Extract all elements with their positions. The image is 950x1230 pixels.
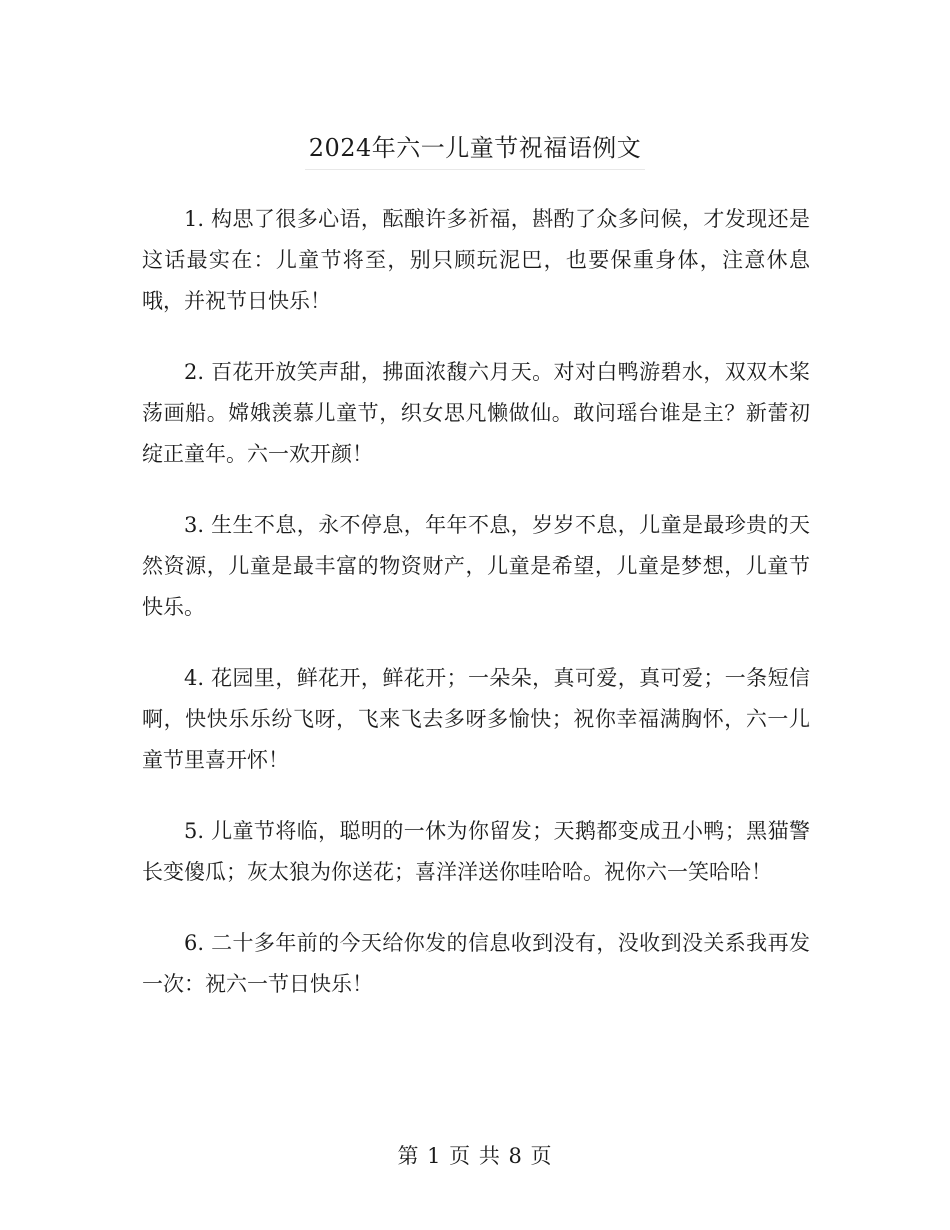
page-title: 2024年六一儿童节祝福语例文 (305, 122, 646, 170)
paragraph-3: 3. 生生不息，永不停息，年年不息，岁岁不息，儿童是最珍贵的天然资源，儿童是最丰富的物资财产，儿童是希望，儿童是梦想，儿童节快乐。 (142, 513, 810, 619)
document-body (142, 199, 810, 1035)
title-area (0, 122, 950, 170)
paragraph-6: 6. 二十多年前的今天给你发的信息收到没有，没收到没关系我再发一次：祝六一节日快乐！ (142, 931, 810, 996)
paragraph-5: 5. 儿童节将临，聪明的一休为你留发；天鹅都变成丑小鸭；黑猫警长变傻瓜；灰太狼为你送花；喜洋洋送你哇哈哈。祝你六一笑哈哈！ (142, 819, 810, 884)
page-footer (0, 1140, 950, 1170)
page-number: 第 1 页 共 8 页 (397, 1144, 553, 1168)
paragraph-2: 2. 百花开放笑声甜，拂面浓馥六月天。对对白鸭游碧水，双双木桨荡画船。嫦娥羡慕儿童节，织女思凡懒做仙。敢问瑶台谁是主？新蕾初绽正童年。六一欢开颜！ (142, 360, 810, 466)
paragraph-4: 4. 花园里，鲜花开，鲜花开；一朵朵，真可爱，真可爱；一条短信啊，快快乐乐纷飞呀，飞来飞去多呀多愉快；祝你幸福满胸怀，六一儿童节里喜开怀！ (142, 666, 810, 772)
paragraph-1: 1. 构思了很多心语，酝酿许多祈福，斟酌了众多问候，才发现还是这话最实在：儿童节将至，别只顾玩泥巴，也要保重身体，注意休息哦，并祝节日快乐！ (142, 207, 810, 313)
